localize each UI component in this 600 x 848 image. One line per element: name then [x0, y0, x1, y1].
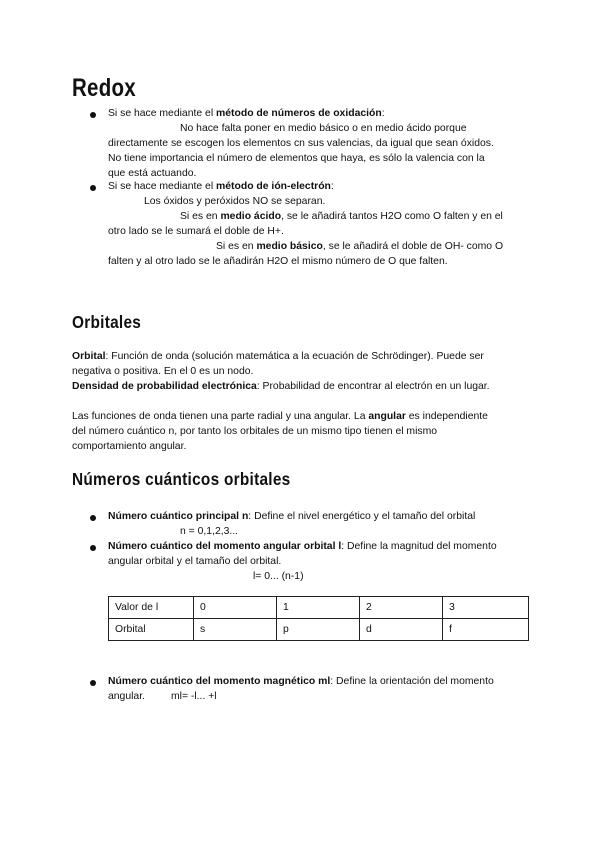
table-cell: Valor de l — [109, 597, 194, 619]
table-cell: 1 — [277, 597, 360, 619]
table-row — [109, 619, 529, 641]
table-cell: p — [277, 619, 360, 641]
bullet-icon — [90, 112, 96, 118]
table-cell: 3 — [443, 597, 529, 619]
orbital-table — [108, 596, 529, 641]
redox-bullet-ion-electron: Si se hace mediante el método de ión-electrón: Los óxidos y peróxidos NO se separan. Si es en medio ácido, se le añadirá tantos H2O como O falten y en el otro lado se le sumará el doble de H+. Si es en medio básico, se le añadirá el doble de OH- como O falten y al otro lado se le añadirán H2O el mismo número de O que falten. — [108, 181, 504, 267]
redox-title: Redox — [72, 74, 136, 102]
table-cell: s — [194, 619, 277, 641]
bullet-icon — [90, 680, 96, 686]
magnetic-quantum-number: Número cuántico del momento magnético ml: Define la orientación del momento angular. ml= -l... +l — [108, 676, 494, 702]
bullet-icon — [90, 545, 96, 551]
orbitales-title: Orbitales — [72, 312, 142, 332]
table-cell: d — [360, 619, 443, 641]
redox-bullet-oxidation: Si se hace mediante el método de números de oxidación: No hace falta poner en medio básico o en medio ácido porque directamente se escogen los elementos cn sus valencias, da igual que sean óxidos. No tiene importancia el número de elementos que haya, es sólo la valencia con la que está actuando. — [108, 108, 494, 179]
numeros-cuanticos-title: Números cuánticos orbitales — [72, 469, 291, 489]
principal-quantum-number: Número cuántico principal n: Define el nivel energético y el tamaño del orbital n = 0,1,2,3... — [108, 511, 476, 537]
angular-paragraph: Las funciones de onda tienen una parte radial y una angular. La angular es independiente del número cuántico n, por tanto los orbitales de un mismo tipo tienen el mismo comportamiento angular. — [72, 411, 488, 452]
table-cell: Orbital — [109, 619, 194, 641]
angular-quantum-number: Número cuántico del momento angular orbital l: Define la magnitud del momento angular orbital y el tamaño del orbital. l= 0... (n-1) — [108, 541, 497, 582]
orbital-definition: Orbital: Función de onda (solución matemática a la ecuación de Schrödinger). Puede ser negativa o positiva. En el 0 es un nodo. Densidad de probabilidad electrónica: Probabilidad de encontrar al electrón en un lugar. — [72, 351, 490, 392]
bullet-icon — [90, 185, 96, 191]
table-cell: 0 — [194, 597, 277, 619]
bullet-icon — [90, 515, 96, 521]
table-cell: f — [443, 619, 529, 641]
table-cell: 2 — [360, 597, 443, 619]
table-row — [109, 597, 529, 619]
